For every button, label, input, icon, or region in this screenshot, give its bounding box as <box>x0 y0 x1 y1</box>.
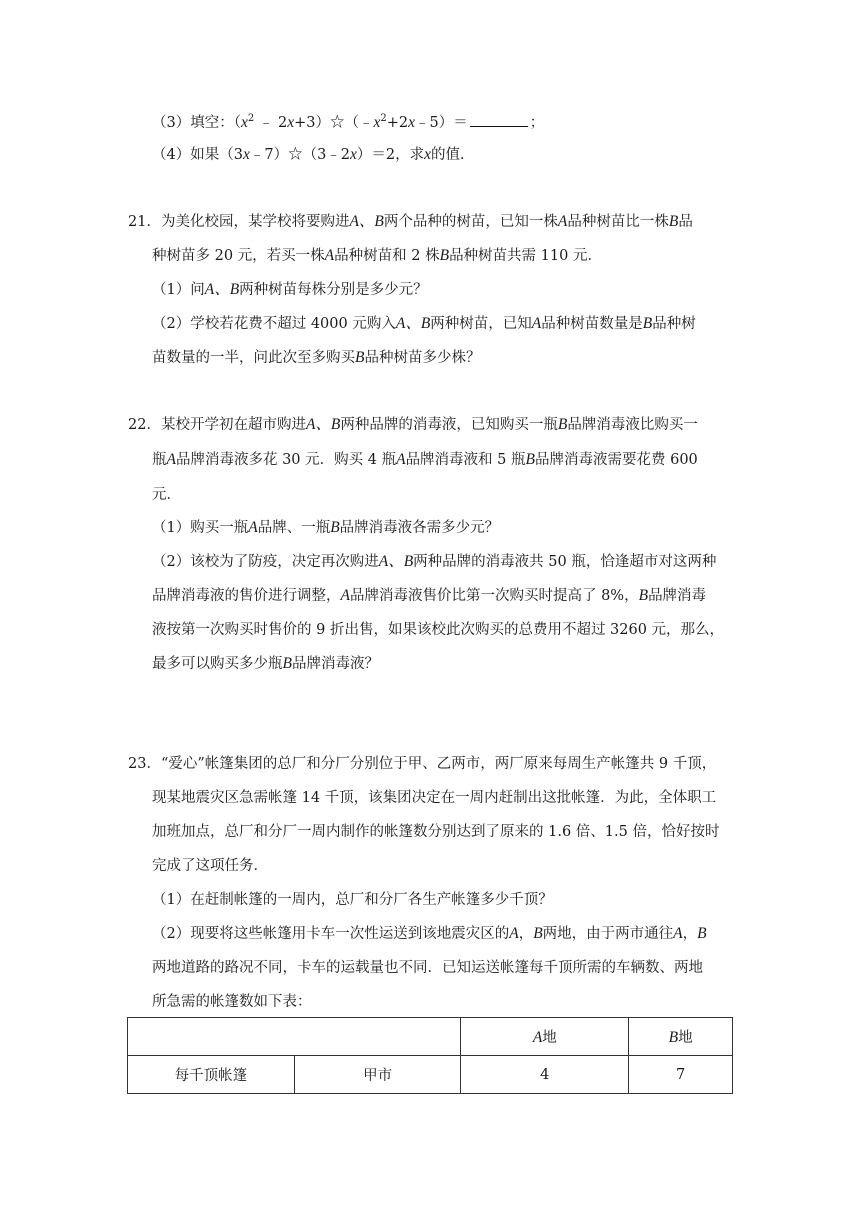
q22-line4: （1）购买一瓶A品牌、一瓶B品牌消毒液各需多少元？ <box>152 519 500 536</box>
q21-line4: （2）学校若花费不超过 4000 元购入A、B两种树苗，已知A品种树苗数量是B品种树 <box>152 315 696 332</box>
table-header-b: B地 <box>629 1018 733 1056</box>
q22-line1: 22．某校开学初在超市购进A、B两种品牌的消毒液，已知购买一瓶B品牌消毒液比购买一 <box>128 416 698 433</box>
q23-line1: 23．“爱心”帐篷集团的总厂和分厂分别位于甲、乙两市，两厂原来每周生产帐篷共 9 千顶， <box>128 756 717 772</box>
q22-line5: （2）该校为了防疫，决定再次购进A、B两种品牌的消毒液共 50 瓶，恰逢超市对这两种 <box>152 553 717 570</box>
table-row-city: 甲市 <box>294 1056 461 1094</box>
q22-line3: 元． <box>152 487 181 503</box>
q21-line2: 种树苗多 20 元，若买一株A品种树苗和 2 株B品种树苗共需 110 元． <box>152 247 602 264</box>
q23-line3: 加班加点，总厂和分厂一周内制作的帐篷数分别达到了原来的 1.6 倍、1.5 倍，恰好按时 <box>152 824 720 840</box>
q22-line2: 瓶A品牌消毒液多花 30 元．购买 4 瓶A品牌消毒液和 5 瓶B品牌消毒液需要花费 600 <box>152 451 698 468</box>
q23-line7: 两地道路的路况不同，卡车的运载量也不同．已知运送帐篷每千顶所需的车辆数、两地 <box>152 960 703 976</box>
table-cell-b: 7 <box>629 1056 733 1094</box>
table-row-label: 每千顶帐篷 <box>128 1056 295 1094</box>
q21-line1: 21．为美化校园，某学校将要购进A、B两个品种的树苗，已知一株A品种树苗比一株B品 <box>128 213 693 230</box>
answer-blank <box>470 114 528 127</box>
q22-line6: 品牌消毒液的售价进行调整，A品牌消毒液售价比第一次购买时提高了 8%，B品牌消毒 <box>152 587 707 604</box>
q20-part3: （3）填空：（$x^2$ ﹣ $2x+3)☆(﹣x^2+2x﹣5)=$ ； <box>152 113 545 131</box>
q23-line6: （2）现要将这些帐篷用卡车一次性运送到该地震灾区的A，B两地，由于两市通往A，B <box>152 925 707 942</box>
q23-line5: （1）在赶制帐篷的一周内，总厂和分厂各生产帐篷多少千顶？ <box>152 892 553 908</box>
q22-line7: 液按第一次购买时售价的 9 折出售，如果该校此次购买的总费用不超过 3260 元，那么， <box>152 622 725 638</box>
tent-table <box>127 1017 733 1094</box>
table-cell-a: 4 <box>461 1056 629 1094</box>
q23-line8: 所急需的帐篷数如下表： <box>152 994 312 1010</box>
table-header-row <box>128 1018 733 1056</box>
q22-line8: 最多可以购买多少瓶B品牌消毒液？ <box>152 655 379 672</box>
q23-line4: 完成了这项任务． <box>152 858 268 874</box>
q21-line3: （1）问A、B两种树苗每株分别是多少元？ <box>152 281 428 298</box>
q21-line5: 苗数量的一半，问此次至多购买B品种树苗多少株？ <box>152 349 481 366</box>
table-header-a: A地 <box>461 1018 629 1056</box>
q23-line2: 现某地震灾区急需帐篷 14 千顶，该集团决定在一周内赶制出这批帐篷．为此，全体职工 <box>152 790 717 806</box>
table-row <box>128 1056 733 1094</box>
table-corner-cell <box>128 1018 461 1056</box>
q20-part4: （4）如果（3x﹣7）☆（3﹣2x）＝2，求x的值． <box>152 146 475 163</box>
